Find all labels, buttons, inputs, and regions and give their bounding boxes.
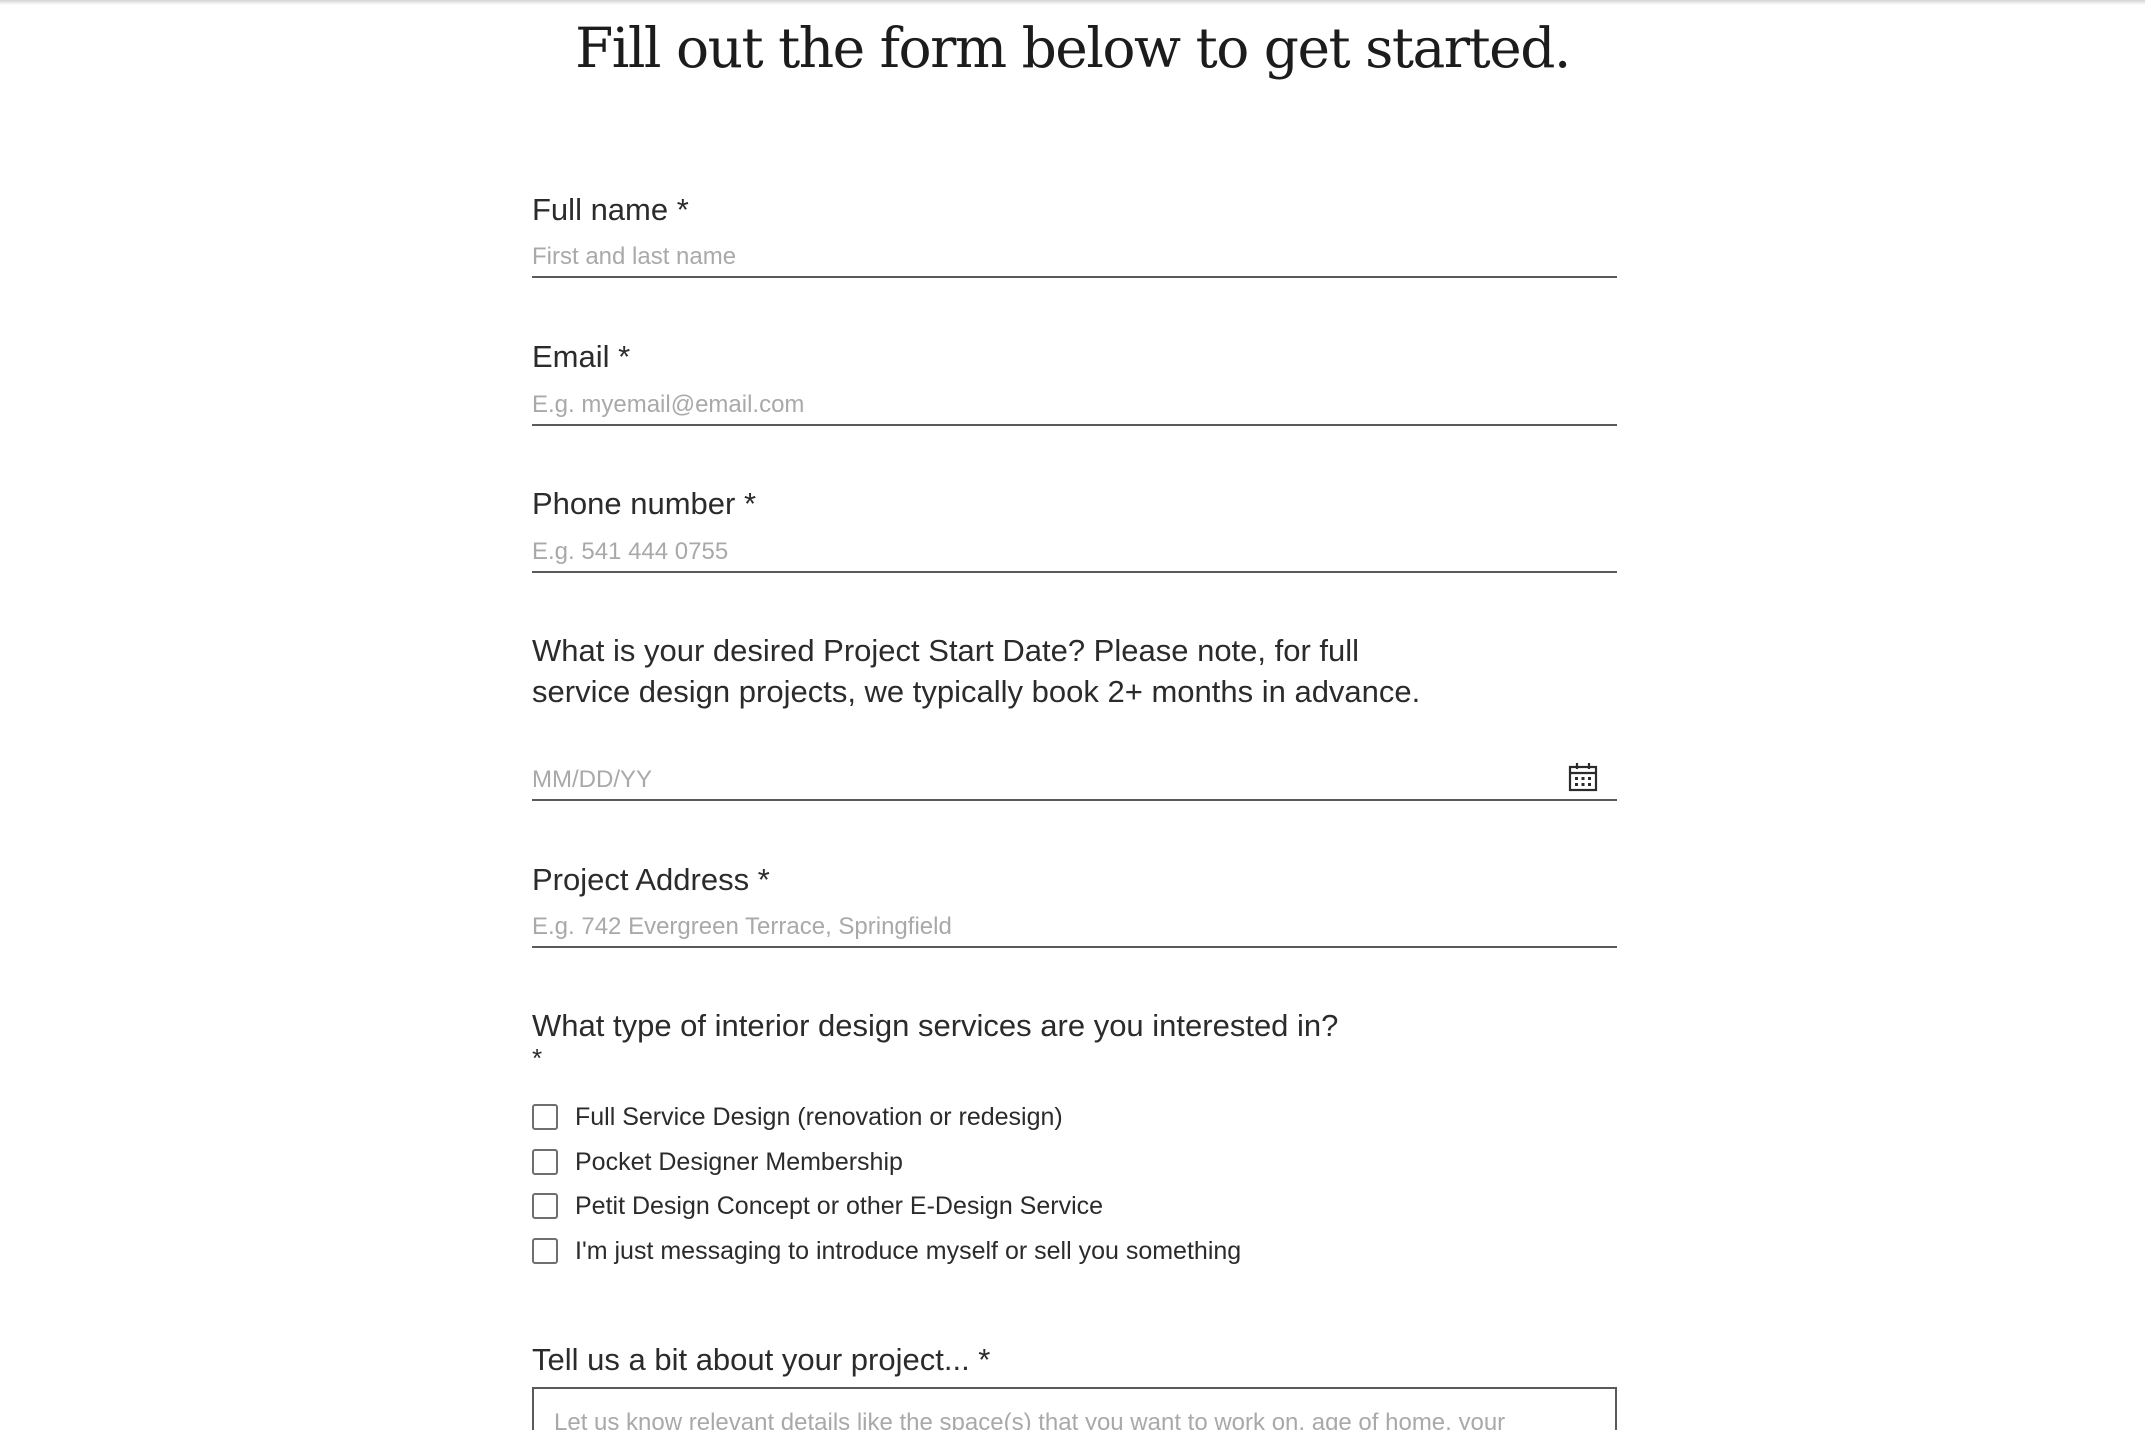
checkbox[interactable] [532,1238,558,1264]
full-name-label: Full name * [532,192,689,227]
service-option-label: Pocket Designer Membership [575,1147,903,1176]
service-option-pocket-designer[interactable] [532,1146,903,1178]
services-label: What type of interior design services are you interested in? [532,1008,1339,1043]
address-input[interactable] [532,908,1617,948]
phone-input[interactable] [532,533,1617,573]
calendar-icon[interactable] [1568,762,1598,792]
service-option-introduce[interactable] [532,1235,1241,1267]
top-edge-shadow [0,0,2145,5]
project-details-textarea[interactable] [532,1387,1617,1430]
start-date-label: What is your desired Project Start Date? Please note, for full service design projects, we typically book 2+ months in advance. [532,633,1421,709]
start-date-input[interactable] [532,761,1617,801]
email-input[interactable] [532,386,1617,426]
email-label: Email * [532,339,631,374]
service-option-label: Petit Design Concept or other E-Design Service [575,1191,1104,1220]
service-option-label: I'm just messaging to introduce myself or sell you something [575,1236,1242,1265]
project-details-label: Tell us a bit about your project... * [532,1342,991,1377]
service-option-petit-design[interactable] [532,1190,1103,1222]
page-title: Fill out the form below to get started. [575,16,1570,80]
phone-label: Phone number * [532,486,757,521]
checkbox[interactable] [532,1104,558,1130]
checkbox[interactable] [532,1149,558,1175]
address-label: Project Address * [532,862,770,897]
full-name-input[interactable] [532,238,1617,278]
checkbox[interactable] [532,1193,558,1219]
services-required-mark: * [532,1043,543,1073]
service-option-label: Full Service Design (renovation or redesign) [575,1102,1063,1131]
service-option-full-service[interactable] [532,1101,1063,1133]
